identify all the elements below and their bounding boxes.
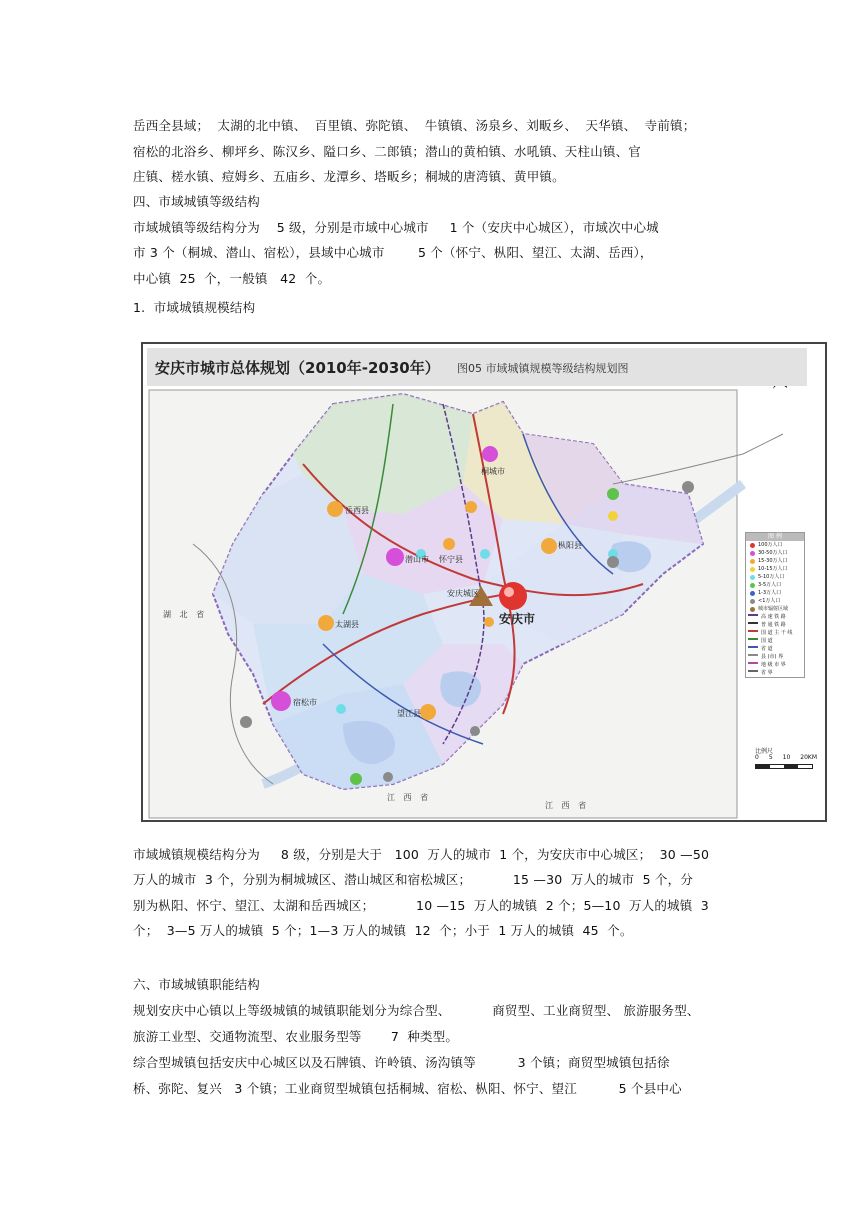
text-line: 宿松的北浴乡、柳坪乡、陈汉乡、隘口乡、二郎镇；潜山的黄柏镇、水吼镇、天柱山镇、官 [133,144,642,159]
text-line: 桥、弥陀、复兴 3 个镇；工业商贸型城镇包括桐城、宿松、枞阳、怀宁、望江 5 个县中心 [133,1081,682,1096]
map-graphic [143,344,827,822]
city-label-anqing: 安庆市 [499,612,536,626]
legend-label: 1-3万人口 [758,590,782,596]
scale-tick: 20KM [800,754,817,761]
legend-item [746,589,804,597]
text-line: 庄镇、槎水镇、痘姆乡、五庙乡、龙潭乡、塔畈乡；桐城的唐湾镇、黄甲镇。 [133,169,565,184]
legend-symbol [748,630,758,636]
city-label-susong: 宿松市 [293,698,317,707]
legend-label: 高 速 铁 路 [761,614,786,620]
scale-tick: 5 [768,754,773,761]
scale-label: 比例尺 [755,748,774,755]
legend-item [746,581,804,589]
legend-symbol [748,662,758,668]
text-line: 市域城镇等级结构分为 5 级，分别是市域中心城市 1 个（安庆中心城区），市域次中心城 [133,220,659,235]
legend-item [746,549,804,557]
legend-symbol [748,646,758,652]
legend-label: 5-10万人口 [758,574,785,580]
legend-symbol [748,670,758,676]
legend-symbol [748,622,758,628]
map-header [147,348,807,386]
legend-item [746,573,804,581]
legend-item [746,605,804,613]
section-heading: 六、市域城镇职能结构 [133,977,261,992]
legend-item [746,645,804,653]
legend-item [746,629,804,637]
legend-symbol [750,551,755,556]
legend-symbol [750,559,755,564]
legend-label: 3-5万人口 [758,582,782,588]
legend-label: 省 界 [761,670,773,676]
city-label-yuexi: 岳西县 [345,506,369,515]
legend-item [746,565,804,573]
subsection-heading: 1. 市域城镇规模结构 [133,300,256,315]
legend-label: 地 级 市 界 [761,662,786,668]
legend-label: 国 道 主 干 线 [761,630,793,636]
scale-tick: 10 [782,754,791,761]
legend-label: 省 道 [761,646,773,652]
legend-label: 县 (市) 界 [761,654,784,660]
region-label-hubei: 湖 北 省 [163,610,208,619]
scale-bar [755,764,813,769]
legend-label: 普 通 铁 路 [761,622,786,628]
legend-symbol [750,567,755,572]
legend-item [746,653,804,661]
legend-label: 30-50万人口 [758,550,788,556]
text-line: 万人的城市 3 个，分别为桐城城区、潜山城区和宿松城区； 15 —30 万人的城市 5 个，分 [133,872,694,887]
legend-label: 国 道 [761,638,773,644]
legend-item [746,669,804,677]
legend-label: 10-15万人口 [758,566,788,572]
city-label-zongyang: 枞阳县 [558,541,582,550]
map-legend [745,532,805,678]
text-line: 旅游工业型、交通物流型、农业服务型等 7 种类型。 [133,1029,459,1044]
legend-symbol [748,654,758,660]
text-line: 综合型城镇包括安庆中心城区以及石牌镇、许岭镇、汤沟镇等 3 个镇；商贸型城镇包括徐 [133,1055,670,1070]
legend-symbol [748,638,758,644]
legend-symbol [748,614,758,620]
legend-symbol [750,599,755,604]
legend-label: 城市辐射区域 [758,606,789,612]
legend-item [746,597,804,605]
city-label-huaining: 怀宁县 [439,555,463,564]
city-label-tongcheng: 桐城市 [481,467,505,476]
legend-symbol [750,575,755,580]
legend-title: 图 例 [746,533,804,541]
text-line: 岳西全县域； 太湖的北中镇、 百里镇、弥陀镇、 牛镇镇、汤泉乡、刘畈乡、 天华镇、 寺前镇； [133,118,696,133]
text-line: 市 3 个（桐城、潜山、宿松），县域中心城市 5 个（怀宁、枞阳、望江、太湖、岳西）， [133,245,653,260]
region-label-jiangxi: 江 西 省 [545,801,590,810]
legend-item [746,613,804,621]
city-label-wangjiang: 望江县 [397,709,421,718]
map-subtitle: 图05 市域城镇规模等级结构规划图 [457,362,629,375]
legend-symbol [750,583,755,588]
scale-ticks [755,754,817,761]
legend-label: 15-30万人口 [758,558,788,564]
legend-item [746,661,804,669]
legend-item [746,621,804,629]
text-line: 中心镇 25 个，一般镇 42 个。 [133,271,331,286]
legend-symbol [750,543,755,548]
city-label-anqing-district: 安庆城区 [447,589,479,598]
legend-item [746,557,804,565]
legend-item [746,541,804,549]
region-label-jiangxi: 江 西 省 [387,793,432,802]
legend-symbol [750,591,755,596]
text-line: 规划安庆中心镇以上等级城镇的城镇职能划分为综合型、 商贸型、工业商贸型、 旅游服务型、 [133,1003,700,1018]
map-title: 安庆市城市总体规划（2010年-2030年） [155,359,440,377]
legend-label: <1万人口 [758,598,781,604]
legend-item [746,637,804,645]
section-heading: 四、市域城镇等级结构 [133,194,261,209]
city-label-qianshan: 潜山市 [405,555,429,564]
text-line: 市域城镇规模结构分为 8 级，分别是大于 100 万人的城市 1 个，为安庆市中心城区； 30 —50 [133,847,710,862]
scale-tick: 0 [755,754,759,761]
legend-symbol [750,607,755,612]
legend-label: 100万人口 [758,542,783,548]
text-line: 个； 3—5 万人的城镇 5 个；1—3 万人的城镇 12 个；小于 1 万人的城镇 45 个。 [133,923,633,938]
planning-map [141,342,827,822]
city-label-taihu: 太湖县 [335,620,359,629]
text-line: 别为枞阳、怀宁、望江、太湖和岳西城区； 10 —15 万人的城镇 2 个；5—10 万人的城镇 3 [133,898,709,913]
